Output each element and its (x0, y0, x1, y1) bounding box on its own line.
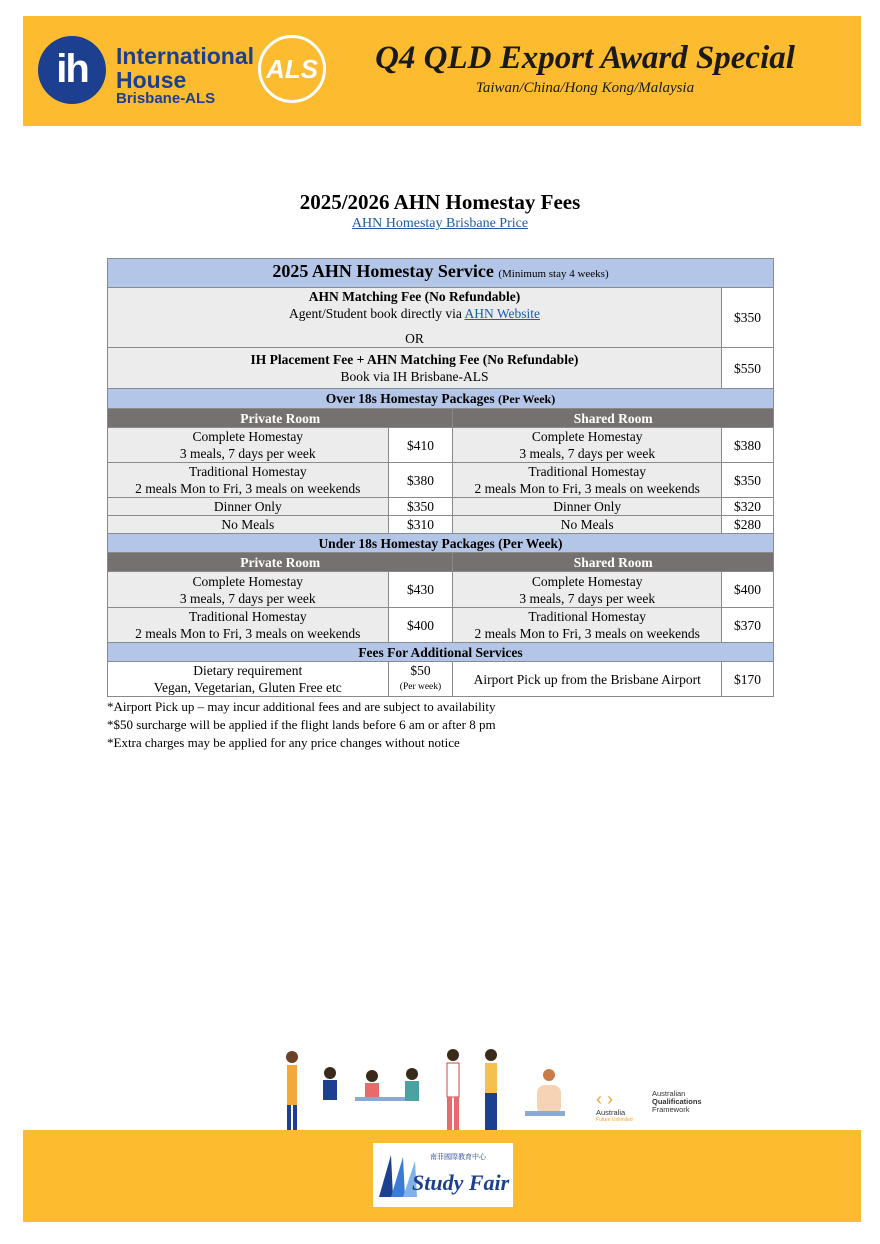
ih-name-line1: International (116, 43, 255, 69)
over18-header (108, 389, 774, 409)
package-name: Complete Homestay (531, 573, 643, 589)
aqf-line3: Framework (652, 1105, 690, 1114)
banner-subtitle: Taiwan/China/Hong Kong/Malaysia (475, 80, 695, 96)
australia-chevrons-icon: ‹ › (596, 1089, 613, 1109)
package-name: Traditional Homestay (528, 609, 647, 624)
table-row (108, 662, 774, 697)
footnote: *Airport Pick up – may incur additional fees and are subject to availability (107, 699, 496, 714)
package-price: $410 (388, 428, 453, 463)
package-name: Traditional Homestay (528, 464, 647, 479)
package-cell (108, 463, 389, 498)
package-cell (453, 608, 722, 643)
package-desc: 2 meals Mon to Fri, 3 meals on weekends (135, 626, 361, 641)
service-title: 2025 AHN Homestay Service (272, 261, 494, 281)
table-row (108, 572, 774, 608)
additional-header: Fees For Additional Services (108, 643, 774, 662)
package-cell (108, 428, 389, 463)
package-desc: 2 meals Mon to Fri, 3 meals on weekends (474, 481, 700, 496)
dietary-desc: Vegan, Vegetarian, Gluten Free etc (153, 680, 342, 695)
aqf-line1: Australian (652, 1089, 686, 1098)
over18-title: Over 18s Homestay Packages (325, 390, 495, 406)
people-illustration (275, 1045, 585, 1135)
airport-price: $170 (722, 662, 774, 697)
package-price: $370 (722, 608, 774, 643)
package-name: Complete Homestay (531, 429, 643, 444)
package-name: Traditional Homestay (188, 609, 307, 624)
matching-fee-desc (112, 305, 717, 322)
package-cell (108, 608, 389, 643)
service-note: (Minimum stay 4 weeks) (498, 268, 609, 280)
package-price: $320 (722, 498, 774, 516)
ih-name-line2: House (116, 67, 187, 93)
package-cell (453, 428, 722, 463)
study-fair-text: Study Fair (412, 1170, 510, 1195)
ih-logo: ih (38, 36, 106, 104)
package-price: $350 (388, 498, 453, 516)
package-name: Dinner Only (108, 498, 389, 516)
table-row (108, 498, 774, 516)
price-link[interactable]: AHN Homestay Brisbane Price (351, 216, 529, 231)
package-price: $400 (722, 572, 774, 608)
table-row (108, 608, 774, 643)
study-fair-chinese: 南菲國際教育中心 (430, 1153, 486, 1161)
package-desc: 3 meals, 7 days per week (519, 590, 656, 606)
ih-name (116, 44, 254, 92)
ih-subname: Brisbane-ALS (116, 90, 216, 107)
package-cell (108, 572, 389, 608)
package-name: No Meals (453, 516, 722, 534)
package-price: $310 (388, 516, 453, 534)
package-price: $350 (722, 463, 774, 498)
table-row (108, 516, 774, 534)
placement-fee-price: $550 (722, 348, 774, 389)
table-row (108, 463, 774, 498)
dietary-unit: (Per week) (399, 682, 442, 692)
package-desc: 3 meals, 7 days per week (179, 590, 316, 606)
australia-logo (596, 1090, 633, 1123)
package-name: Complete Homestay (192, 429, 304, 444)
table-row (108, 428, 774, 463)
matching-fee-cell (108, 288, 722, 348)
package-price: $430 (388, 572, 453, 608)
package-name: Dinner Only (453, 498, 722, 516)
australia-logo-tagline: Future Unlimited (596, 1117, 633, 1123)
package-name: No Meals (108, 516, 389, 534)
dietary-price-cell (388, 662, 453, 697)
dietary-price: $50 (410, 663, 431, 678)
package-desc: 3 meals, 7 days per week (179, 446, 316, 461)
under18-header: Under 18s Homestay Packages (Per Week) (108, 534, 774, 553)
airport-name: Airport Pick up from the Brisbane Airport (453, 662, 722, 697)
als-logo: ALS (258, 35, 326, 103)
package-desc: 2 meals Mon to Fri, 3 meals on weekends (474, 626, 700, 641)
australia-logo-text: Australia (596, 1108, 626, 1117)
dietary-name: Dietary requirement (193, 663, 303, 678)
dietary-cell (108, 662, 389, 697)
footnote: *$50 surcharge will be applied if the flight lands before 6 am or after 8 pm (107, 717, 496, 732)
over18-note: (Per Week) (498, 391, 556, 406)
or-label: OR (405, 331, 424, 346)
placement-fee-cell (108, 348, 722, 389)
package-price: $400 (388, 608, 453, 643)
page-title: 2025/2026 AHN Homestay Fees (299, 190, 581, 214)
package-name: Traditional Homestay (188, 464, 307, 479)
placement-fee-desc: Book via IH Brisbane-ALS (340, 369, 489, 384)
package-name: Complete Homestay (192, 573, 304, 589)
aqf-logo (652, 1090, 702, 1114)
matching-fee-price: $350 (722, 288, 774, 348)
under18-shared-header: Shared Room (453, 553, 774, 572)
ahn-website-link[interactable]: AHN Website (464, 306, 540, 321)
package-desc: 3 meals, 7 days per week (519, 446, 656, 461)
matching-fee-desc-text: Agent/Student book directly via (288, 306, 462, 321)
placement-fee-title: IH Placement Fee + AHN Matching Fee (No Refundable) (250, 352, 579, 367)
under18-private-header: Private Room (108, 553, 453, 572)
footnotes (107, 698, 496, 752)
over18-private-header: Private Room (108, 409, 453, 428)
package-cell (453, 463, 722, 498)
fees-table (107, 258, 774, 697)
package-price: $280 (722, 516, 774, 534)
package-price: $380 (388, 463, 453, 498)
over18-shared-header: Shared Room (453, 409, 774, 428)
footnote: *Extra charges may be applied for any price changes without notice (107, 735, 460, 750)
package-cell (453, 572, 722, 608)
banner-title: Q4 QLD Export Award Special (375, 40, 795, 76)
matching-fee-title: AHN Matching Fee (No Refundable) (308, 289, 521, 304)
package-price: $380 (722, 428, 774, 463)
package-desc: 2 meals Mon to Fri, 3 meals on weekends (135, 481, 361, 496)
aqf-line2: Qualifications (652, 1097, 702, 1106)
service-header (108, 259, 774, 288)
